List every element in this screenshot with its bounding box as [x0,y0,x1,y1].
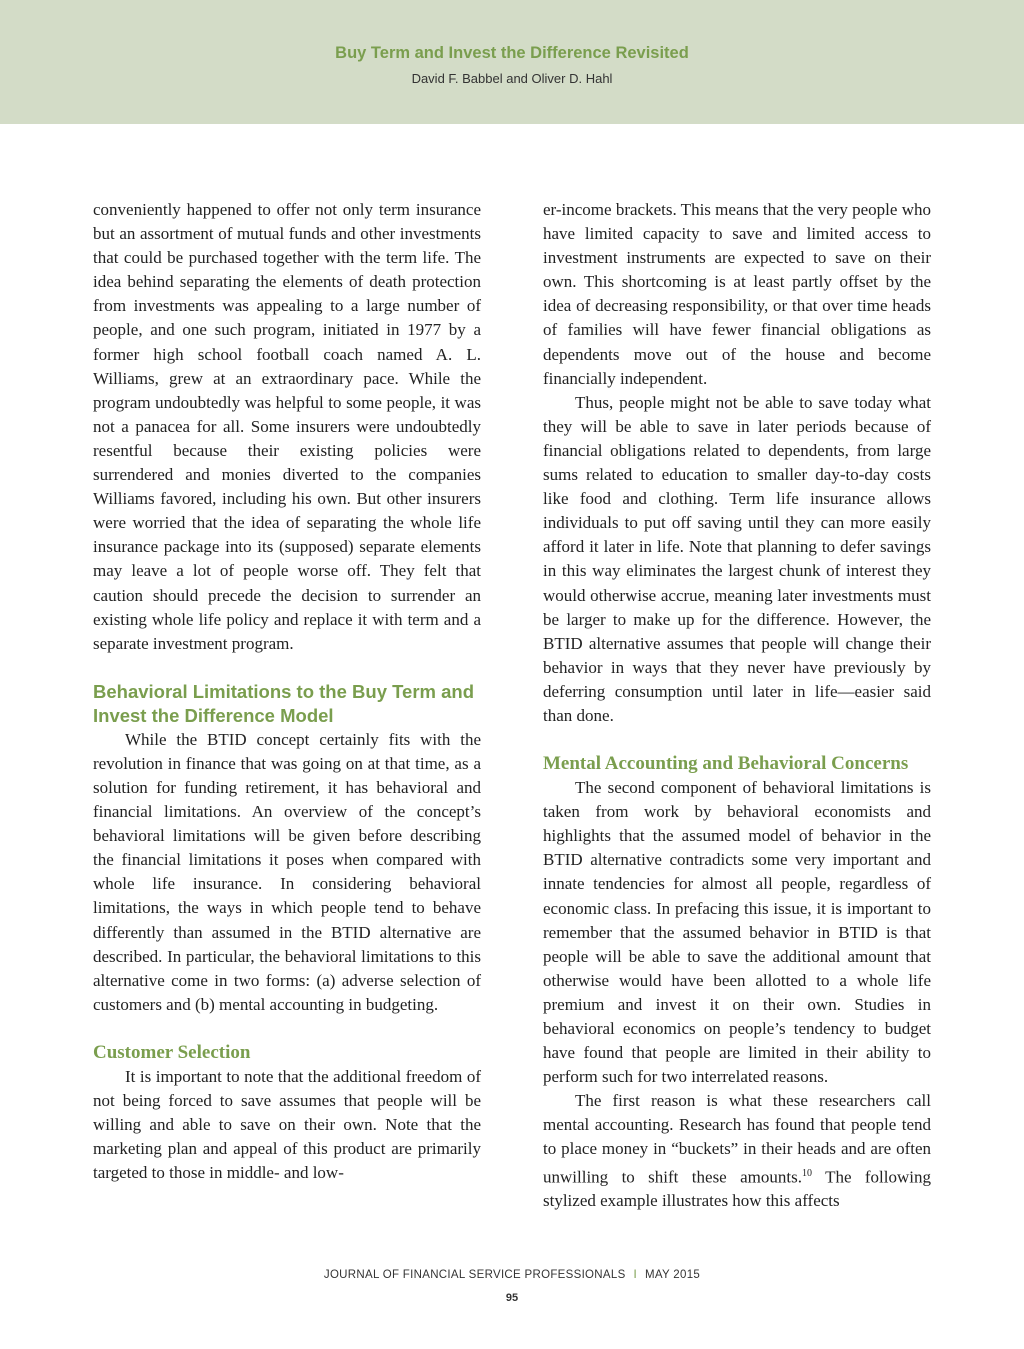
subsection-heading: Mental Accounting and Behavioral Concerns [543,753,909,775]
page-number: 95 [505,1292,519,1304]
footnote-marker: 10 [801,1167,812,1179]
paragraph: conveniently happened to offer not only term insurance but an assortment of mutual funds and other investments that could be purchased together with the term life. The idea behind separating the elements of death protection from investments was appealing to a large number of people, and one such program, initiated in 1977 by a former high school football coach named A. L. Williams, grew at an extraordinary pace. While the program undoubtedly was helpful to some people, it was not a panacea for all. Some insurers were undoubtedly resentful because their existing policies were surrendered and monies diverted to the companies Williams favored, including his own. But other insurers were worried that the idea of separating the whole life insurance package into its (supposed) separate elements may leave a lot of people worse off. They felt that caution should precede the decision to surrender an existing whole life policy and replace it with term and a separate investment program. [93,200,481,653]
paragraph: It is important to note that the additional freedom of not being forced to save assumes that people will be willing and able to save on their own. Note that the marketing plan and appeal of this product are primarily targeted to those in middle- and low- [93,1066,481,1183]
header-band [0,0,1024,124]
paragraph: While the BTID concept certainly fits with the revolution in finance that was going on at that time, as a solution for funding retirement, it has behavioral and financial limitations. An overview of the concept’s behavioral limitations will be given before describing the financial limitations it poses when compared with whole life insurance. In considering behavioral limitations, the ways in which people tend to behave differently than assumed in the BTID alternative are described. In particular, the behavioral limitations to this alternative come in two forms: (a) adverse selection of customers and (b) mental accounting in budgeting. [93,729,481,1014]
paragraph: The second component of behavioral limitations is taken from work by behavioral economists and highlights that the assumed model of behavior in the BTID alternative contradicts some very important and innate tendencies for almost all people, regardless of economic class. In prefacing this issue, it is important to remember that the assumed behavior in BTID is that people will be able to save the additional amount that otherwise would have been allotted to a whole life premium and invest it on their own. Studies in behavioral economics on people’s tendency to budget have found that people are limited in their ability to perform such for two interrelated reasons. [543,778,931,1087]
paragraph [543,1089,931,1213]
subsection-heading: Customer Selection [93,1041,251,1063]
issue-date: MAY 2015 [645,1269,701,1281]
paragraph: er-income brackets. This means that the very people who have limited capacity to save and limited access to investment instruments are expected to save on their own. This shortcoming is at least partly offset by the idea of decreasing responsibility, or that over time heads of families will have fewer financial obligations as dependents move out of the house and become financially independent. [543,200,931,388]
right-column [543,198,931,1213]
footer-separator: I [633,1269,638,1281]
paragraph: Thus, people might not be able to save today what they will be able to save in later periods because of financial obligations related to dependents, from large sums related to education to smaller day-to-day costs like food and clothing. Term life insurance allows individuals to put off saving until they can more easily afford it later in life. Note that planning to defer savings in this way eliminates the largest chunk of interest they would otherwise accrue, meaning later investments must be larger to make up for the difference. However, the BTID alternative assumes that people will change their behavior in ways that they never have previously by deferring consumption until later in life—easier said than done. [543,392,931,725]
article-authors: David F. Babbel and Oliver D. Hahl [411,71,613,86]
left-column [93,198,481,1185]
footer-journal-line [0,1269,1024,1281]
paragraph-text: The following stylized example illustrates how this affects [543,1167,932,1211]
paragraph-text: The first reason is what these researchers call mental accounting. Research has found that people tend to place money in “buckets” in their heads and are often unwilling to shift these amounts. [543,1091,931,1187]
article-title: Buy Term and Invest the Difference Revisited [335,44,689,62]
journal-name: JOURNAL OF FINANCIAL SERVICE PROFESSIONALS [323,1269,626,1281]
section-heading: Behavioral Limitations to the Buy Term and Invest the Difference Model [93,680,475,726]
